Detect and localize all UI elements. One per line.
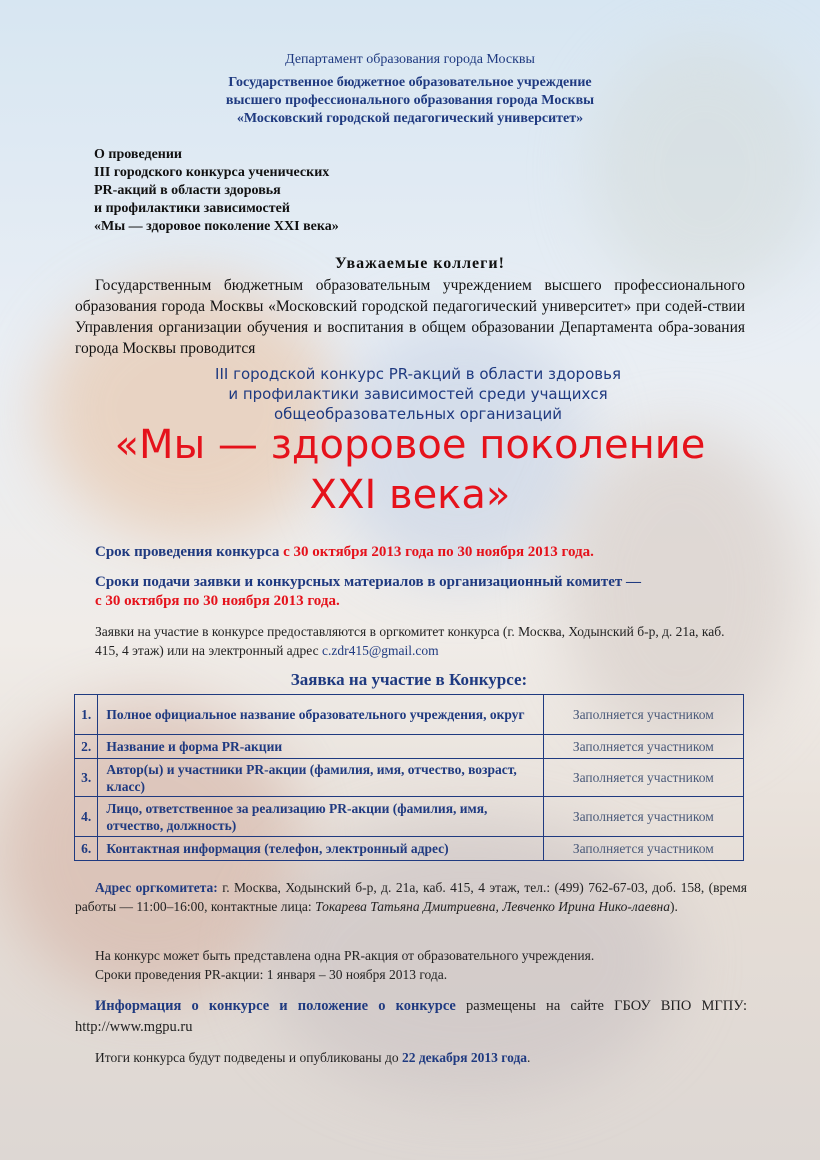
intro-paragraph: Государственным бюджетным образовательным учреждением высшего профессионального образования города Москвы «Московский городской педагогический университет» при содей-ствии Управления организации обучения и воспитания в общем образовании Департамента обра-зования города Москвы проводится (75, 277, 745, 357)
table-row: 4. Лицо, ответственное за реализацию PR-акции (фамилия, имя, отчество, должность) Заполняется участником (75, 797, 744, 837)
greeting: Уважаемые коллеги! (335, 255, 505, 272)
contest-period: Срок проведения конкурса с 30 октября 2013 года по 30 ноября 2013 года. (95, 544, 594, 560)
contest-title: «Мы — здоровое поколение XXI века» (114, 422, 706, 518)
table-row: 6. Контактная информация (телефон, электронный адрес) Заполняется участником (75, 837, 744, 861)
email-link[interactable]: c.zdr415@gmail.com (321, 643, 439, 658)
table-row: 1. Полное официальное название образовательного учреждения, округ Заполняется участником (75, 695, 744, 735)
application-table-title: Заявка на участие в Конкурсе: (290, 670, 528, 689)
department-name: Департамент образования города Москвы (285, 52, 535, 67)
info-paragraph: Информация о конкурсе и положение о конкурсе размещены на сайте ГБОУ ВПО МГПУ: http://www.mgpu.ru (75, 998, 747, 1035)
about-block: О проведении III городского конкурса ученических PR-акций в области здоровья и профилактики зависимостей «Мы — здоровое поколение XXI века» (94, 147, 339, 234)
submission-period: Сроки подачи заявки и конкурсных материалов в организационный комитет — с 30 октября по 30 ноября 2013 года. (95, 574, 641, 609)
contest-subtitle: III городской конкурс PR-акций в области здоровья и профилактики зависимостей среди учащихся общеобразовательных организаций (215, 365, 621, 423)
application-table (74, 694, 744, 861)
notes: На конкурс может быть представлена одна PR-акция от образовательного учреждения. Сроки проведения PR-акции: 1 января – 30 ноября 2013 года. (95, 948, 595, 982)
address-paragraph: Адрес оргкомитета: г. Москва, Ходынский б-р, д. 21а, каб. 415, 4 этаж, тел.: (499) 762-67-03, доб. 158, (время работы — 11:00–16:00, контактные лица: Токарева Татьяна Дмитриевна, Левченко Ирина Нико-лаевна). (75, 880, 747, 914)
table-row: 3. Автор(ы) и участники PR-акции (фамилия, имя, отчество, возраст, класс) Заполняется участником (75, 759, 744, 797)
results-paragraph: Итоги конкурса будут подведены и опубликованы до 22 декабря 2013 года. (95, 1050, 531, 1065)
table-row: 2. Название и форма PR-акции Заполняется участником (75, 735, 744, 759)
institution-name: Государственное бюджетное образовательное учреждение высшего профессионального образования города Москвы «Московский городской педагогический университет» (225, 75, 595, 126)
submission-info: Заявки на участие в конкурсе предоставляются в оргкомитет конкурса (г. Москва, Ходынский б-р, д. 21а, каб. 415, 4 этаж) или на электронный адрес c.zdr415@gmail.com (95, 624, 725, 658)
